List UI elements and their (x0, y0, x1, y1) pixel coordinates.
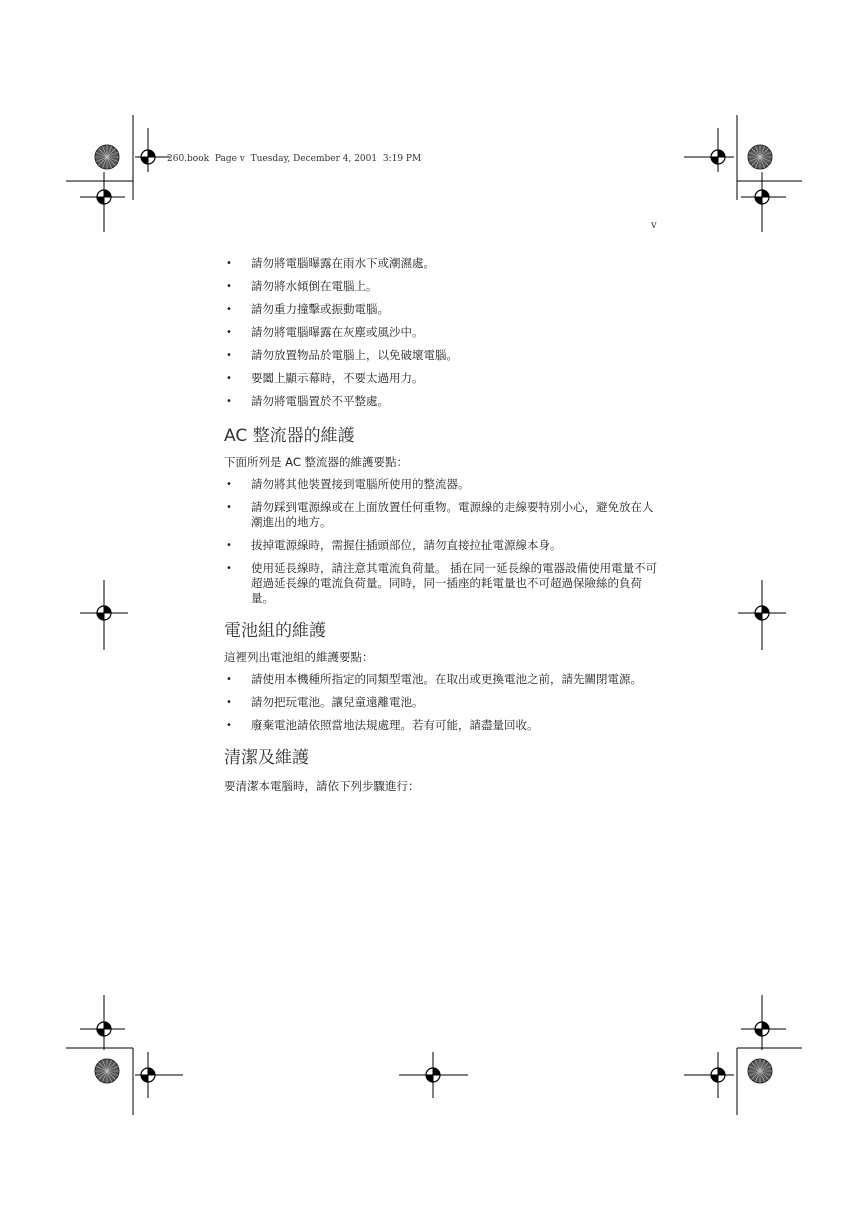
registration-mark-bottom-right (684, 995, 802, 1115)
cleaning-section-intro: 要清潔本電腦時，請依下列步驟進行： (224, 779, 420, 793)
list-item: • 請勿將水傾倒在電腦上。 (224, 279, 660, 294)
list-item: • 請勿踩到電源線或在上面放置任何重物。電源線的走線要特別小心，避免放在人潮進出的地方。 (224, 500, 660, 530)
print-slug: 260.book Page v Tuesday, December 4, 2001 3:19 PM (167, 154, 422, 164)
list-item: • 拔掉電源線時，需握住插頭部位，請勿直接拉扯電源線本身。 (224, 538, 660, 553)
list-item: • 廢棄電池請依照當地法規處理。若有可能，請盡量回收。 (224, 718, 660, 733)
registration-mark-mid-right (738, 580, 786, 650)
registration-mark-top-right (684, 115, 802, 232)
list-item: • 請使用本機種所指定的同類型電池。在取出或更換電池之前，請先關閉電源。 (224, 672, 660, 687)
list-item: • 請勿放置物品於電腦上，以免破壞電腦。 (224, 348, 660, 363)
list-item: • 要闔上顯示幕時，不要太過用力。 (224, 371, 660, 386)
intro-bullet-list (224, 256, 660, 409)
battery-section-heading: 電池組的維護 (224, 621, 326, 641)
list-item: • 請勿將電腦曝露在灰塵或風沙中。 (224, 325, 660, 340)
ac-section-intro: 下面所列是 AC 整流器的維護要點： (224, 455, 409, 469)
cleaning-section-heading: 清潔及維護 (224, 748, 309, 768)
ac-section-heading: AC 整流器的維護 (224, 426, 355, 446)
registration-mark-bottom-center (399, 1052, 468, 1098)
battery-section-intro: 這裡列出電池組的維護要點： (224, 650, 374, 664)
ac-bullet-list (224, 477, 660, 606)
registration-mark-bottom-left (66, 995, 183, 1115)
page-content (224, 256, 660, 801)
page-number: v (651, 220, 657, 231)
list-item: • 請勿將其他裝置接到電腦所使用的整流器。 (224, 477, 660, 492)
battery-bullet-list (224, 672, 660, 733)
list-item: • 使用延長線時，請注意其電流負荷量。 插在同一延長線的電器設備使用電量不可超過延長線的電流負荷量。同時，同一插座的耗電量也不可超過保險絲的負荷量。 (224, 561, 660, 606)
registration-mark-top-left (66, 115, 170, 232)
list-item: • 請勿重力撞擊或振動電腦。 (224, 302, 660, 317)
list-item: • 請勿將電腦置於不平整處。 (224, 394, 660, 409)
list-item: • 請勿將電腦曝露在雨水下或潮濕處。 (224, 256, 660, 271)
list-item: • 請勿把玩電池。讓兒童遠離電池。 (224, 695, 660, 710)
registration-mark-mid-left (80, 580, 128, 650)
